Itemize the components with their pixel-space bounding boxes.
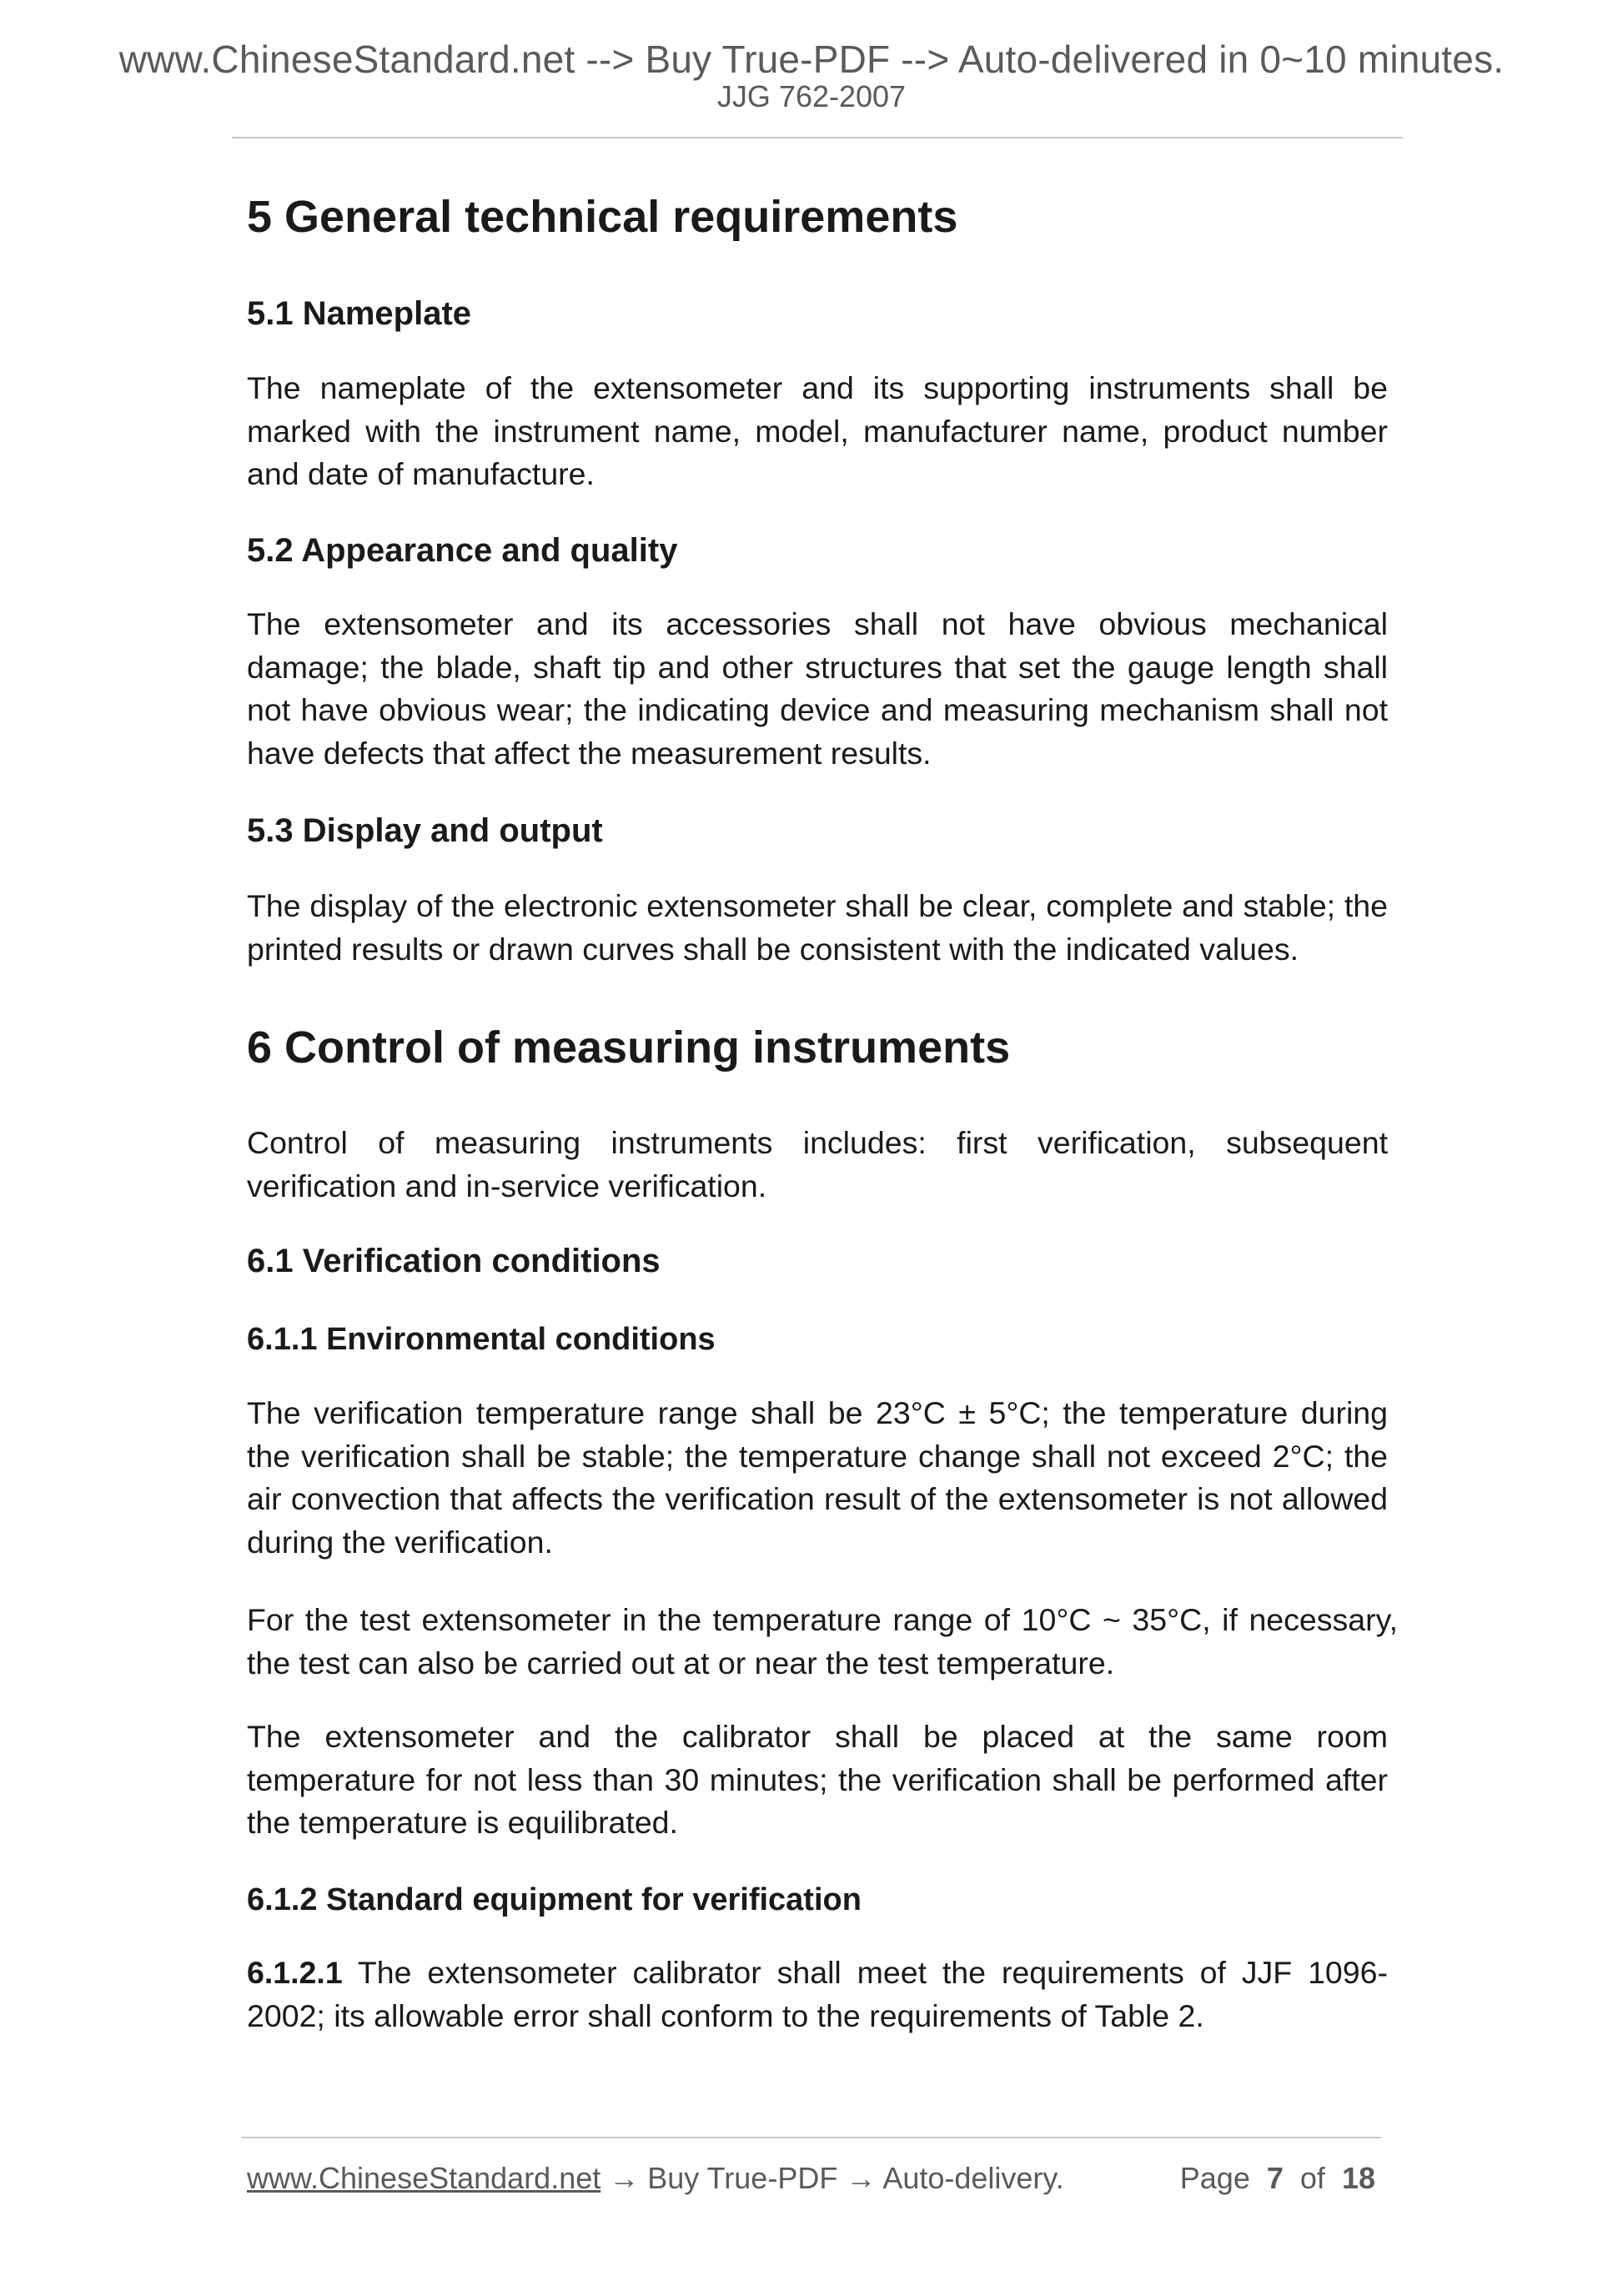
footer-note-text: → Buy True-PDF → Auto-delivery. <box>600 2161 1064 2195</box>
footer-note <box>247 2160 1064 2196</box>
clause-body: The extensometer calibrator shall meet the requirements of JJF 1096-2002; its allowable error shall conform to the requirements of Table 2. <box>247 1955 1388 2033</box>
header-divider <box>232 137 1403 138</box>
section-5-1-heading: 5.1 Nameplate <box>247 295 472 332</box>
section-6-1-heading: 6.1 Verification conditions <box>247 1243 661 1279</box>
section-5-heading: 5 General technical requirements <box>247 192 958 242</box>
section-6-1-1-paragraph-3: The extensometer and the calibrator shall be placed at the same room temperature for not less than 30 minutes; the verification shall be performed after the temperature is equilibrated. <box>247 1719 1388 1840</box>
section-6-intro-text: Control of measuring instruments includes: first verification, subsequent verification and in-service verification. <box>247 1125 1388 1203</box>
page-word: Page <box>1179 2161 1250 2195</box>
section-6-1-1-paragraph-2: For the test extensometer in the temperature range of 10°C ~ 35°C, if necessary, the test can also be carried out at or near the test temperature. <box>247 1602 1398 1681</box>
page-indicator <box>1180 2160 1375 2196</box>
section-5-3-text: The display of the electronic extensometer shall be clear, complete and stable; the printed results or drawn curves shall be consistent with the indicated values. <box>247 888 1388 967</box>
section-6-1-1-paragraph-1: The verification temperature range shall be 23°C ± 5°C; the temperature during the verification shall be stable; the temperature change shall not exceed 2°C; the air convection that affects the verification result of the extensometer is not allowed during the verification. <box>247 1395 1388 1560</box>
top-banner: www.ChineseStandard.net --> Buy True-PDF --> Auto-delivered in 0~10 minutes. <box>118 38 1505 81</box>
footer-divider <box>242 2137 1381 2138</box>
section-6-1-2-1-text <box>247 1952 1388 2037</box>
section-6-1-1-heading: 6.1.1 Environmental conditions <box>247 1322 716 1357</box>
footer-site-link[interactable]: www.ChineseStandard.net <box>247 2161 601 2195</box>
of-word: of <box>1299 2161 1325 2195</box>
section-5-2-text: The extensometer and its accessories shall not have obvious mechanical damage; the blade, shaft tip and other structures that set the gauge length shall not have obvious wear; the indicating device and measuring mechanism shall not have defects that affect the measurement results. <box>247 606 1388 771</box>
current-page-number: 7 <box>1266 2161 1284 2195</box>
section-5-1-text: The nameplate of the extensometer and its supporting instruments shall be marked with the instrument name, model, manufacturer name, product number and date of manufacture. <box>247 370 1388 491</box>
document-code: JJG 762-2007 <box>716 79 907 113</box>
section-5-2-heading: 5.2 Appearance and quality <box>247 532 678 569</box>
total-page-number: 18 <box>1341 2161 1375 2195</box>
section-6-1-2-heading: 6.1.2 Standard equipment for verification <box>247 1882 862 1917</box>
section-5-3-heading: 5.3 Display and output <box>247 812 603 849</box>
clause-number: 6.1.2.1 <box>247 1955 343 1990</box>
section-6-heading: 6 Control of measuring instruments <box>247 1022 1011 1073</box>
